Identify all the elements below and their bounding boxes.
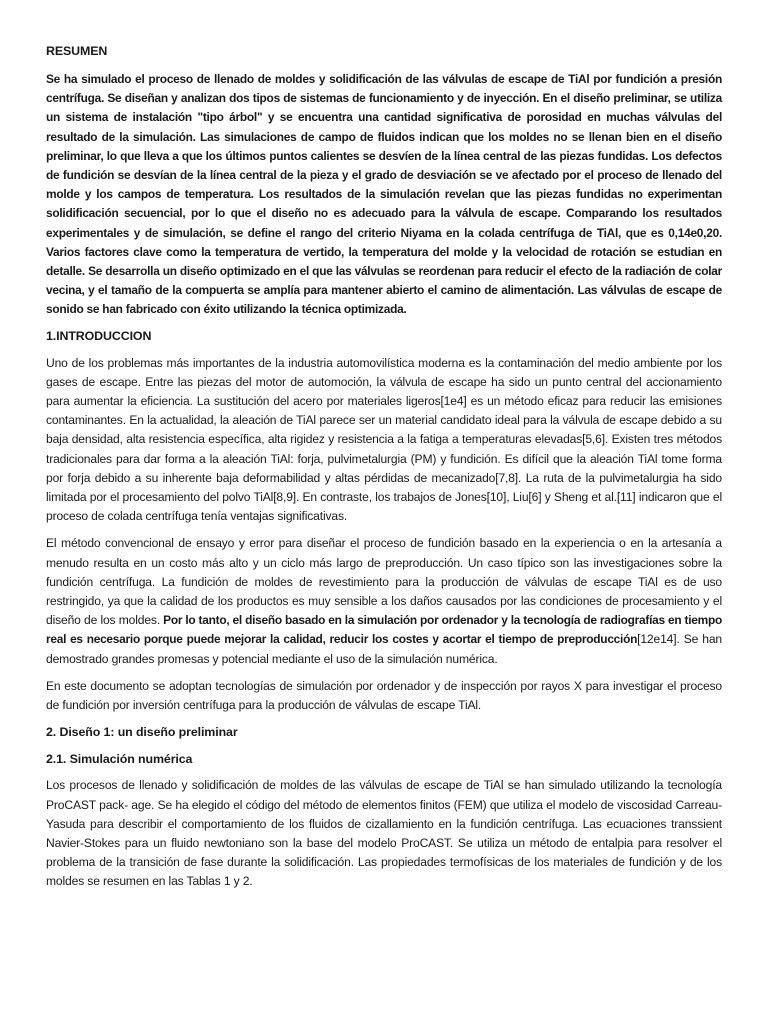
simulation-paragraph: Los procesos de llenado y solidificación de moldes de las válvulas de escape de TiAl se han simulado utilizando la tecnología ProCAST pack- age. Se ha elegido el código del método de elementos finitos (FEM) que utiliza el modelo de viscosidad Carreau-Yasuda para describir el comportamiento de los fluidos de cizallamiento en la fundición centrífuga. Las ecuaciones transsient Navier-Stokes para un fluido newtoniano son la base del modelo ProCAST. Se utiliza un método de entalpia para resolver el problema de la transición de fase durante la solidificación. Las propiedades termofísicas de los materiales de fundición y de los moldes se resumen en las Tablas 1 y 2. [46,778,722,889]
document-page [46,42,722,901]
introduction-paragraph: Uno de los problemas más importantes de la industria automovilística moderna es la contaminación del medio ambiente por los gases de escape. Entre las piezas del motor de automoción, la válvula de escape ha sido un punto central del accionamiento para aumentar la eficiencia. La sustitución del acero por materiales ligeros[1e4] es un método eficaz para reducir las emisiones contaminantes. En la actualidad, la aleación de TiAl parece ser un material candidato ideal para la válvula de escape debido a su baja densidad, alta resistencia específica, alta rigidez y resistencia a la fatiga a temperaturas elevadas[5,6]. Existen tres métodos tradicionales para dar forma a la aleación TiAl: forja, pulvimetalurgia (PM) y fundición. Es difícil que la aleación TiAl tome forma por forja debido a su inherente baja deformabilidad y altas pérdidas de mecanizado[7,8]. La ruta de la pulvimetalurgia ha sido limitada por el procesamiento del polvo TiAl[8,9]. En contraste, los trabajos de Jones[10], Liu[6] y Sheng et al.[11] indicaron que el proceso de colada centrífuga tenía ventajas significativas. [46,355,722,524]
introduction-heading: 1.INTRODUCCION [46,328,152,343]
method-text-regular: El método convencional de ensayo y error para diseñar el proceso de fundición basado en la experiencia o en la artesanía a menudo resulta en un costo más alto y un ciclo más largo de preproducción. Un caso típico son las investigaciones sobre la fundición centrífuga. La fundición de moldes de revestimiento para la producción de válvulas de escape TiAl es de uso restringido, ya que la calidad de los productos es muy sensible a los daños causados por las condiciones de procesamiento y el diseño de los moldes. [46,536,722,628]
method-paragraph [46,534,722,668]
design-heading: 2. Diseño 1: un diseño preliminar [46,725,238,740]
method-text-citation: [12e14]. Se han demostrado grandes promesas y potencial mediante el uso de la simulación numérica. [46,632,722,666]
abstract-heading: RESUMEN [46,44,108,58]
simulation-heading: 2.1. Simulación numérica [46,752,193,767]
abstract-paragraph: Se ha simulado el proceso de llenado de moldes y solidificación de las válvulas de escape de TiAl por fundición a presión centrífuga. Se diseñan y analizan dos tipos de sistemas de funcionamiento y de inyección. En el diseño preliminar, se utiliza un sistema de instalación "tipo árbol" y se encuentra una cantidad significativa de porosidad en muchas válvulas del resultado de la simulación. Las simulaciones de campo de fluidos indican que los moldes no se llenan bien en el diseño preliminar, lo que lleva a que los últimos puntos calientes se desvíen de la línea central de las piezas fundidas. Los defectos de fundición se desvían de la línea central de la pieza y el grado de desviación se ve afectado por el proceso de llenado del molde y los campos de temperatura. Los resultados de la simulación revelan que las piezas fundidas no experimentan solidificación secuencial, por lo que el diseño no es adecuado para la válvula de escape. Comparando los resultados experimentales y de simulación, se define el rango del criterio Niyama en la colada centrífuga de TiAl, que es 0,14e0,20. Varios factores clave como la temperatura de vertido, la temperatura del molde y la velocidad de rotación se estudian en detalle. Se desarrolla un diseño optimizado en el que las válvulas se reordenan para reducir el efecto de la radiación de colar vecina, y el tamaño de la compuerta se amplía para mantener abierto el camino de alimentación. Las válvulas de escape de sonido se han fabricado con éxito utilizando la técnica optimizada. [46,72,722,317]
document-scope-paragraph: En este documento se adoptan tecnologías de simulación por ordenador y de inspección por rayos X para investigar el proceso de fundición por inversión centrífuga para la producción de válvulas de escape TiAl. [46,678,722,713]
method-text-emphasis: Por lo tanto, el diseño basado en la simulación por ordenador y la tecnología de radiografías en tiempo real es necesario porque puede mejorar la calidad, reducir los costes y acortar el tiempo de preproducción [46,613,723,647]
